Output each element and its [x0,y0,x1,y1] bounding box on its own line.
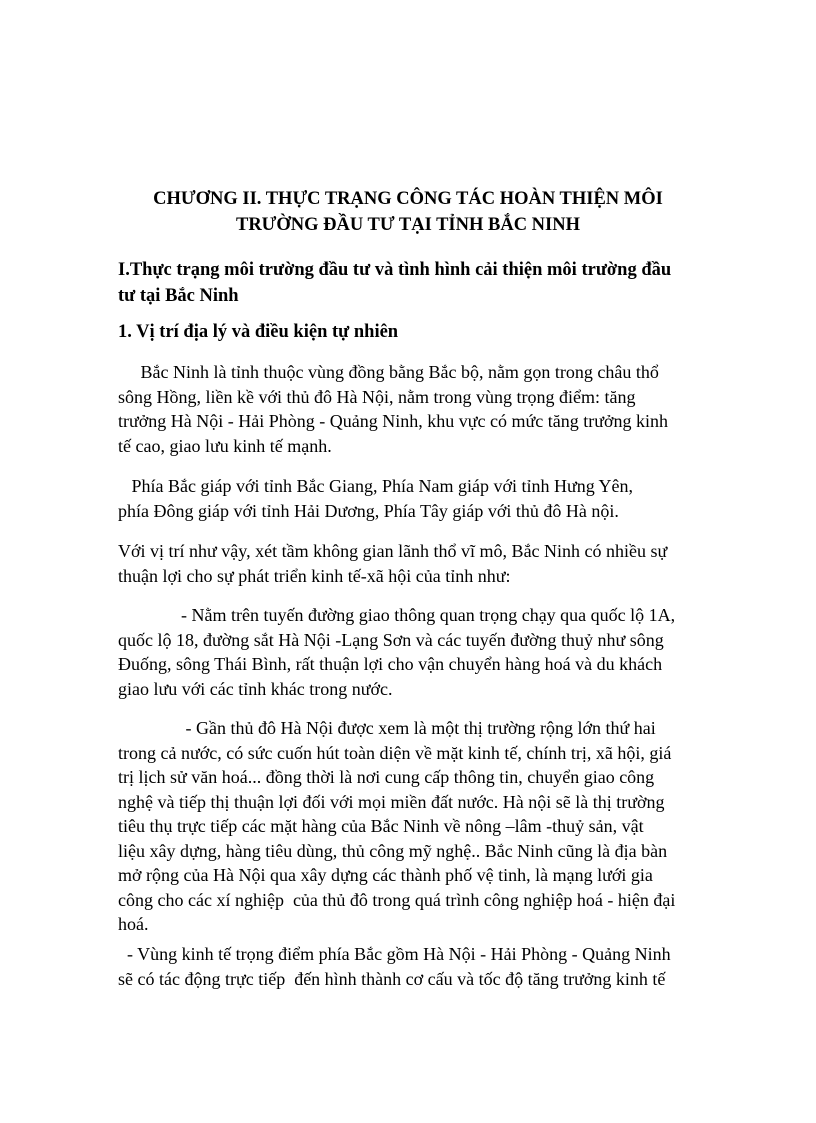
paragraph-line: trong cả nước, có sức cuốn hút toàn diện về mặt kinh tế, chính trị, xã hội, giá [118,742,672,763]
paragraph-transport [118,603,718,701]
paragraph-line: hoá. [118,914,149,934]
paragraph-advantages-intro [118,539,718,588]
paragraph-line: - Vùng kinh tế trọng điểm phía Bắc gồm Hà Nội - Hải Phòng - Quảng Ninh [118,944,671,964]
section-heading-line: I.Thực trạng môi trường đầu tư và tình hình cải thiện môi trường đầu [118,260,672,280]
paragraph-line: sẽ có tác động trực tiếp đến hình thành cơ cấu và tốc độ tăng trưởng kinh tế [118,968,666,989]
paragraph-line: - Nằm trên tuyến đường giao thông quan trọng chạy qua quốc lộ 1A, [118,605,676,625]
paragraph-line: liệu xây dựng, hàng tiêu dùng, thủ công mỹ nghệ.. Bắc Ninh cũng là địa bàn [118,840,668,861]
section-heading [118,257,708,309]
paragraph-line: - Gần thủ đô Hà Nội được xem là một thị trường rộng lớn thứ hai [118,718,656,738]
section-heading-line: tư tại Bắc Ninh [118,286,239,306]
paragraph-line: phía Đông giáp với tỉnh Hải Dương, Phía Tây giáp với thủ đô Hà nội. [118,500,619,521]
chapter-title [100,186,716,238]
paragraph-line: nghệ và tiếp thị thuận lợi đối với mọi miền đất nước. Hà nội sẽ là thị trường [118,791,665,812]
sub-heading: 1. Vị trí địa lý và điều kiện tự nhiên [118,322,399,342]
paragraph-line: công cho các xí nghiệp của thủ đô trong quá trình công nghiệp hoá - hiện đại [118,889,676,910]
paragraph-hanoi-market [118,716,718,937]
paragraph-line: Đuống, sông Thái Bình, rất thuận lợi cho vận chuyển hàng hoá và du khách [118,654,663,674]
paragraph-line: Phía Bắc giáp với tỉnh Bắc Giang, Phía Nam giáp với tỉnh Hưng Yên, [118,476,634,496]
paragraph-line: quốc lộ 18, đường sắt Hà Nội -Lạng Sơn và các tuyến đường thuỷ như sông [118,629,664,650]
paragraph-economic-zone [118,942,718,991]
paragraph-line: thuận lợi cho sự phát triển kinh tế-xã hội của tỉnh như: [118,565,511,586]
paragraph-line: tế cao, giao lưu kinh tế mạnh. [118,435,332,456]
chapter-title-line: CHƯƠNG II. THỰC TRẠNG CÔNG TÁC HOÀN THIỆN MÔI [153,189,663,209]
paragraph-line: giao lưu với các tỉnh khác trong nước. [118,678,393,699]
paragraph-line: Bắc Ninh là tỉnh thuộc vùng đồng bằng Bắc bộ, nằm gọn trong châu thổ [118,362,659,382]
chapter-title-line: TRƯỜNG ĐẦU TƯ TẠI TỈNH BẮC NINH [235,215,580,235]
paragraph-line: mở rộng của Hà Nội qua xây dựng các thành phố vệ tinh, là mạng lưới gia [118,865,653,885]
paragraph-location-overview [118,360,718,458]
paragraph-line: trưởng Hà Nội - Hải Phòng - Quảng Ninh, khu vực có mức tăng trưởng kinh [118,411,668,431]
paragraph-line: tiêu thụ trực tiếp các mặt hàng của Bắc Ninh về nông –lâm -thuỷ sản, vật [118,816,644,836]
paragraph-borders [118,474,718,523]
paragraph-line: trị lịch sử văn hoá... đồng thời là nơi cung cấp thông tin, chuyển giao công [118,767,655,787]
paragraph-line: Với vị trí như vậy, xét tầm không gian lãnh thổ vĩ mô, Bắc Ninh có nhiều sự [118,541,668,561]
paragraph-line: sông Hồng, liền kề với thủ đô Hà Nội, nằm trong vùng trọng điểm: tăng [118,386,636,407]
